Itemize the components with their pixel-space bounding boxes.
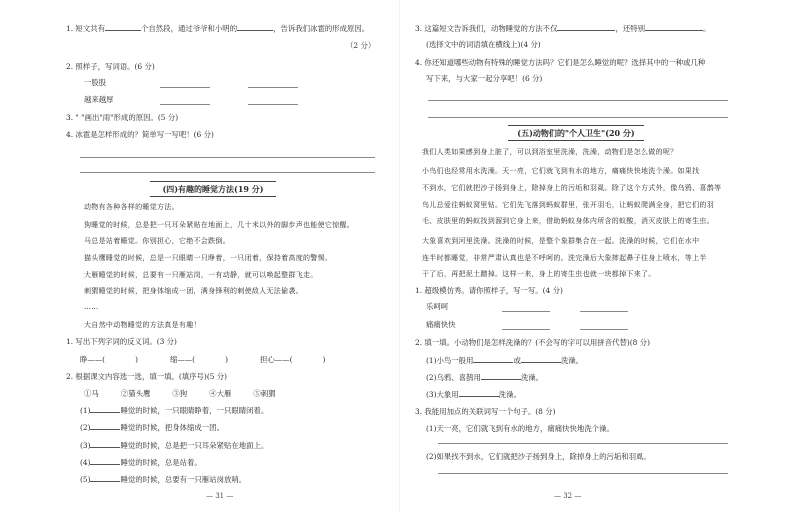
antonym-word: 缩——(: [170, 355, 196, 364]
fill-item: [426, 372, 543, 383]
fill-blank[interactable]: [557, 23, 615, 31]
item-number: (1): [80, 406, 91, 415]
question-number: 4.: [66, 130, 74, 139]
question-text: " "画出"雨"形成的原因。(5 分): [75, 113, 179, 122]
answer-line[interactable]: [248, 87, 298, 88]
question-text: 。: [703, 24, 711, 33]
answer-line[interactable]: [428, 117, 728, 118]
example-word: 乐呵呵: [426, 302, 449, 311]
question-text: 照样子，写词语。(6 分): [75, 62, 155, 71]
answer-line[interactable]: [80, 157, 375, 158]
page-number: — 31 —: [206, 492, 234, 500]
item-number: (3): [426, 390, 437, 399]
question-number: 1.: [66, 24, 74, 33]
answer-line[interactable]: [502, 311, 550, 312]
question-number: 2.: [415, 338, 423, 347]
question-number: 1.: [415, 286, 423, 295]
example-sentence: (2)如果找不到水，它们就把沙子扬到身上，除掉身上的污垢和羽虱。: [426, 452, 651, 461]
passage-paragraph: 干了后，再把泥土蹭掉。这样一来，身上的寄生虫也就一块都掉下来了。: [422, 270, 656, 278]
item-text: 大象用: [436, 390, 459, 399]
question-number: 3.: [415, 407, 423, 416]
antonym-word: 睁——(: [80, 355, 106, 364]
item-number: (4): [80, 458, 91, 467]
question-number: 2.: [66, 372, 74, 381]
fill-blank[interactable]: [90, 457, 120, 465]
question-4: [415, 58, 705, 68]
question-number: 3.: [66, 113, 74, 122]
fill-item: [426, 355, 583, 366]
question-text: 这篇短文告诉我们，动物睡觉的方法不仅: [424, 24, 558, 33]
question-text: 超级模仿秀。请你照样子，写一写。(4 分): [424, 286, 563, 295]
antonym-3: [260, 355, 325, 365]
option: ④大雁: [209, 389, 232, 398]
s5-question-3: [415, 407, 556, 417]
passage-paragraph: 刺猬睡觉的时候，把身体缩成一团，满身锋利的刺使敌人无法偷袭。: [84, 287, 303, 295]
option: ③狗: [172, 389, 188, 398]
item-text: 睡觉的时候，一只眼睛睁着，一只眼睛闭着。: [120, 406, 269, 415]
passage-paragraph: 我们人类如果感到身上脏了，可以到浴室里洗澡，洗澡，动物们是怎么做的呢？: [422, 148, 678, 156]
fill-item: [80, 405, 268, 416]
passage-paragraph: 小鸟们也经常用水洗澡。天一亮，它们就飞到有水的地方，痛痛快快地洗个澡。如果找: [422, 167, 700, 175]
question-number: 2.: [66, 62, 74, 71]
s5-question-2: [415, 338, 650, 348]
fill-blank[interactable]: [645, 23, 703, 31]
item-number: (3): [80, 441, 91, 450]
question-text: 写出下列字词的反义词。(3 分): [75, 337, 177, 346]
example-word: 越来越厚: [84, 95, 114, 104]
question-text: 你还知道哪些动物有特殊的睡觉方法吗？它们是怎么睡觉的呢？选择其中的一种或几种: [424, 58, 706, 67]
right-page: [400, 0, 800, 512]
question-3: [415, 23, 710, 34]
answer-line[interactable]: [438, 473, 728, 474]
question-number: 1.: [66, 337, 74, 346]
answer-line[interactable]: [160, 87, 210, 88]
fill-blank[interactable]: [237, 23, 273, 31]
item-text: 洗澡。: [520, 373, 544, 382]
option: ⑤刺猬: [253, 389, 276, 398]
passage-paragraph: 不到水，它们就把沙子扬到身上，除掉身上的污垢和羽虱。除了这个方式外，像乌鸦、喜鹊等: [422, 184, 722, 192]
answer-line[interactable]: [80, 172, 375, 173]
fill-blank[interactable]: [90, 440, 120, 448]
question-2: [66, 62, 155, 72]
item-number: (1): [426, 356, 437, 365]
fill-blank[interactable]: [105, 23, 141, 31]
question-note: (选择文中的词语填在横线上)(4 分): [426, 40, 541, 49]
question-text: ，告诉我们冰雹的形成原因。: [273, 24, 370, 33]
question-text: 写下来，与大家一起分享吧！(6 分): [426, 74, 543, 83]
item-text: 或: [513, 356, 521, 365]
item-text: 乌鸦、喜鹊用: [436, 373, 481, 382]
option-list: [84, 389, 276, 399]
question-text: 个自然段，通过爷爷和小明的: [141, 24, 238, 33]
example-word-1: [84, 78, 106, 88]
question-text: 根据课文内容选一选，填一填。(填序号)(5 分): [75, 372, 228, 381]
answer-line[interactable]: [160, 104, 210, 105]
fill-blank[interactable]: [481, 372, 521, 380]
answer-line[interactable]: [248, 104, 298, 105]
antonym-2: [170, 355, 228, 365]
passage-paragraph: 大象喜欢到河里洗澡。洗澡的时候，是整个象群集合在一起。洗澡的时候，它们在水中: [422, 237, 700, 245]
answer-line[interactable]: [428, 100, 728, 101]
question-3: [66, 113, 178, 123]
fill-item: [80, 422, 224, 433]
question-number: 3.: [415, 24, 423, 33]
score-label: （2 分）: [346, 41, 376, 50]
question-1: [66, 23, 369, 34]
example-sentence: (1)天一亮，它们就飞到有水的地方，痛痛快快地洗个澡。: [426, 424, 614, 433]
example-word: 痛痛快快: [426, 320, 456, 329]
item-text: 洗澡。: [498, 390, 521, 399]
item-text: 睡觉的时候，总是把一只耳朵紧贴在地面上。: [120, 441, 269, 450]
item-text: 睡觉的时候，总是站着。: [120, 458, 202, 467]
answer-line[interactable]: [580, 311, 628, 312]
fill-item: [80, 457, 202, 468]
answer-line[interactable]: [502, 329, 550, 330]
page-number: — 32 —: [554, 492, 582, 500]
question-4: [66, 130, 214, 140]
item-number: (5): [80, 475, 91, 484]
answer-line[interactable]: [438, 443, 728, 444]
passage-paragraph: 毛、皮肤里的蚂蚁找到溜到它身上来，借助蚂蚁身体内所含的蚁酸，消灭皮肤上的寄生虫。: [422, 217, 714, 225]
fill-blank[interactable]: [473, 355, 513, 363]
section-title: (五)动物们的"个人卫生"(20 分): [508, 125, 644, 141]
fill-item: [80, 440, 268, 451]
item-text: 睡觉的时候，总要有一只雁站岗放哨。: [120, 475, 247, 484]
fill-blank[interactable]: [90, 405, 120, 413]
passage-paragraph: 大雁睡觉的时候，总要有一只雁站岗，一有动静，就可以唤起整群飞走。: [84, 271, 318, 279]
fill-blank[interactable]: [90, 474, 120, 482]
question-text: 我能用加点的关联词写一个句子。(8 分): [424, 407, 556, 416]
antonym-word: 担心——(: [260, 355, 293, 364]
bracket-close: ): [135, 355, 138, 364]
passage-paragraph: 连半时都睡觉，非常严肃认真也是不呼呵的。洗完澡后大象摔起鼻子往身上喷水，等上半: [422, 254, 707, 262]
option: ②猫头鹰: [120, 389, 151, 398]
example-word-2: [84, 95, 114, 105]
bracket-close: ): [225, 355, 228, 364]
item-text: 小鸟一般用: [436, 356, 474, 365]
passage-paragraph: 鸟儿总爱往蚂蚁窝里钻。它们先飞落到蚂蚁群里，张开羽毛，让蚂蚁爬满全身，把它们的羽: [422, 201, 714, 209]
passage-paragraph: 动物有各种各样的睡觉方法。: [84, 203, 179, 211]
passage-paragraph: 猫头鹰睡觉的时候，总是一只眼睛一只睁着，一只闭着，保持着高度的警惕。: [84, 254, 333, 262]
passage-paragraph: 狗睡觉的时候，总是把一只耳朵紧贴在地面上，几十米以外的脚步声也能使它惊醒。: [84, 221, 355, 229]
example-word: 一股股: [84, 78, 107, 87]
fill-blank[interactable]: [459, 389, 499, 397]
question-number: 4.: [415, 58, 423, 67]
fill-blank[interactable]: [521, 355, 561, 363]
item-text: 洗澡。: [560, 356, 584, 365]
option: ①马: [84, 389, 99, 398]
item-text: 睡觉的时候，把身体缩成一团。: [120, 423, 224, 432]
s4-question-2: [66, 372, 227, 382]
item-number: (2): [80, 423, 91, 432]
antonym-1: [80, 355, 138, 365]
bracket-close: ): [322, 355, 326, 364]
fill-blank[interactable]: [90, 422, 120, 430]
passage-paragraph: 马总是站着睡觉。你别担心，它绝不会跌倒。: [84, 237, 230, 245]
section-title: (四)有趣的睡觉方法(19 分): [150, 181, 276, 197]
passage-paragraph: 大自然中动物睡觉的方法真是有趣！: [84, 321, 201, 329]
question-text: 填一填。小动物们是怎样洗澡的？(不会写的字可以用拼音代替)(8 分): [424, 338, 650, 347]
passage-paragraph: ……: [84, 303, 99, 311]
question-text: 短文共有: [75, 24, 105, 33]
item-number: (2): [426, 373, 437, 382]
question-text: ，还特别: [615, 24, 646, 33]
s4-question-1: [66, 337, 177, 347]
question-text: 冰雹是怎样形成的？简单写一写吧！(6 分): [75, 130, 214, 139]
answer-line[interactable]: [580, 329, 628, 330]
fill-item: [426, 389, 521, 400]
s5-question-1: [415, 286, 563, 296]
fill-item: [80, 474, 246, 485]
